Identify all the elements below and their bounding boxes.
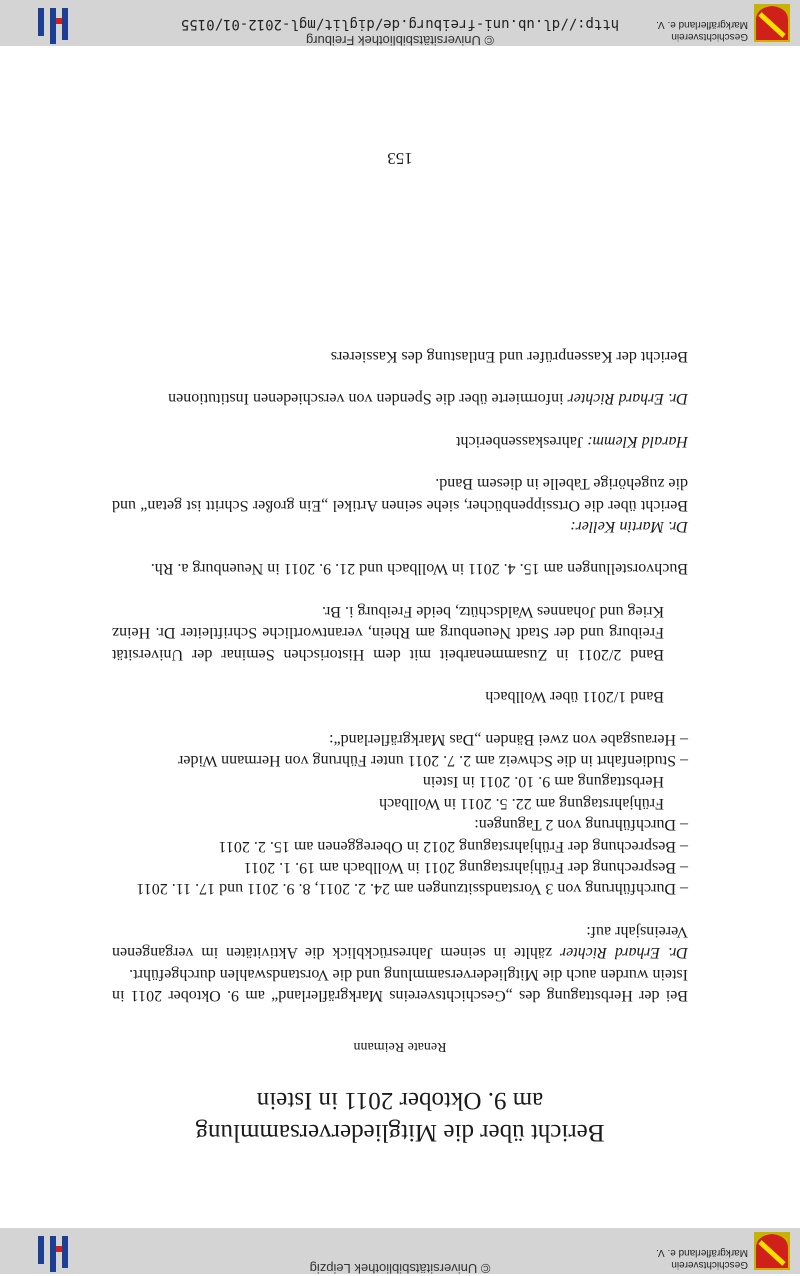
klemm-text: Jahreskassenbericht: [456, 432, 588, 450]
keller-name: Dr. Martin Keller:: [570, 518, 688, 536]
page-url[interactable]: http://dl.ub.uni-freiburg.de/diglit/mgl-2012-01/0155: [180, 16, 620, 32]
society-line-1: Geschichtsverein: [671, 1259, 748, 1270]
library-logo-icon: [30, 1232, 76, 1272]
tagung-item: Frühjahrstagung am 22. 5. 2011 in Wollbach: [379, 794, 664, 812]
society-line-2: Markgräflerland e. V.: [656, 19, 748, 30]
tagung-item: Herbsttagung am 9. 10. 2011 in Istein: [422, 773, 664, 791]
society-line-2: Markgräflerland e. V.: [656, 1247, 748, 1258]
page-number: 153: [387, 149, 413, 168]
viewer-header-bar: [0, 0, 800, 46]
richter2-name: Dr. Erhard Richter: [567, 390, 688, 408]
richter2-paragraph: [112, 388, 688, 409]
band-item: Band 2/2011 in Zusammenarbeit mit dem Historischen Seminar der Universität Freiburg und der Stadt Neuenburg am Rhein, verantwortliche Schriftleiter Dr. Heinz Krieg und Johannes Waldschütz, beide Freiburg i. Br.: [112, 602, 664, 663]
page-title: [0, 1084, 800, 1148]
document-page: [0, 46, 800, 1228]
band-item: Band 1/2011 über Wollbach: [485, 688, 664, 706]
list-item: – Durchführung von 3 Vorstandssitzungen am 24. 2. 2011, 8. 9. 2011 und 17. 11. 2011: [136, 880, 688, 898]
society-line-1: Geschichtsverein: [671, 31, 748, 42]
library-logo-icon: [30, 4, 76, 44]
header-copyright: © Universitätsbibliothek Freiburg: [305, 33, 495, 48]
klemm-name: Harald Klemm:: [587, 432, 688, 450]
richter-text: zählte in seinem Jahresrückblick die Aktivitäten im vergangenen Vereinsjahr auf:: [112, 922, 688, 962]
title-line-1: Bericht über die Mitgliederversammlung: [195, 1119, 605, 1146]
keller-paragraph: Bericht über die Ortssippenbücher, siehe seinen Artikel „Ein großer Schritt ist getan“ und die zugehörige Tabelle in diesem Band.: [112, 475, 688, 514]
klemm-paragraph: [112, 430, 688, 451]
richter-paragraph: [112, 920, 688, 963]
list-item: – Herausgabe von zwei Bänden „Das Markgräflerland“:: [329, 730, 688, 748]
list-item: – Besprechung der Frühjahrstagung 2011 in Wollbach am 19. 1. 2011: [243, 858, 688, 876]
footer-copyright: © Universitätsbibliothek Leipzig: [309, 1261, 491, 1276]
richter-name: Dr. Erhard Richter: [559, 944, 688, 962]
intro-paragraph: Bei der Herbsttagung des „Geschichtsvereins Markgräflerland“ am 9. Oktober 2011 in Istein wurden auch die Mitgliederversammlung und die Vorstandswahlen durchgeführt.: [112, 965, 688, 1004]
society-crest-icon: [754, 4, 790, 42]
richter2-text: informierte über die Spenden von verschiedenen Institutionen: [168, 390, 568, 408]
kasse-paragraph: Bericht der Kassenprüfer und Entlastung des Kassierers: [330, 348, 688, 366]
viewer-footer-bar: [0, 1228, 800, 1274]
buch-paragraph: Buchvorstellungen am 15. 4. 2011 in Wollbach und 21. 9. 2011 in Neuenburg a. Rh.: [150, 560, 688, 578]
list-item: – Besprechung der Frühjahrstagung 2012 in Obereggenen am 15. 2. 2011: [218, 837, 688, 855]
society-name: [656, 18, 748, 42]
list-item: – Studienfahrt in die Schweiz am 2. 7. 2011 unter Führung von Hermann Wider: [178, 751, 688, 769]
list-item: – Durchführung von 2 Tagungen:: [474, 816, 688, 834]
title-line-2: am 9. Oktober 2011 in Istein: [256, 1087, 544, 1114]
document-body: [112, 346, 688, 1006]
author: Renate Reimann: [353, 1039, 447, 1054]
